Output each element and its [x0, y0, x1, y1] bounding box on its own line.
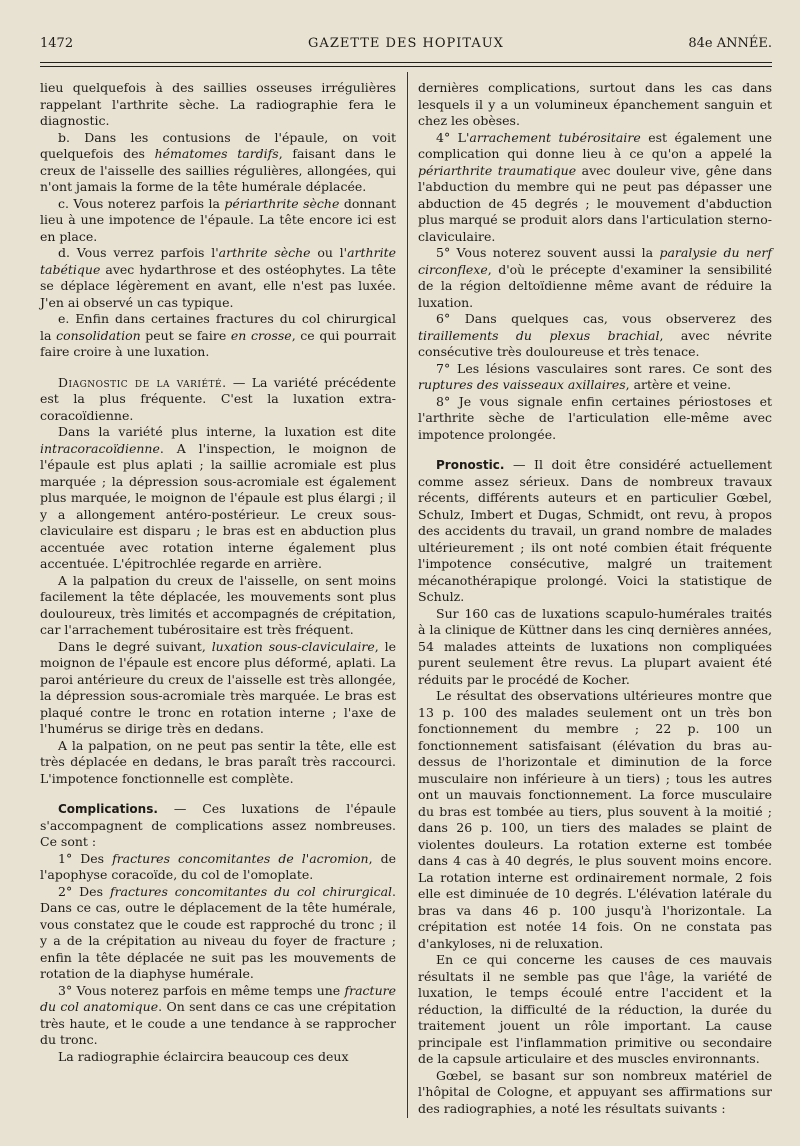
- text-run: A la palpation, on ne peut pas sentir la tête, elle est très déplacée en dedans, le bras paraît très raccourci. L'impotence fonctionnelle est complète.: [40, 737, 396, 786]
- italic-term: consolidation: [56, 327, 141, 343]
- text-run: , le moignon de l'épaule est encore plus déformé, aplati. La paroi antérieure du creux de l'aisselle est très allongée, la dépression sous-acromiale très marquée. Le bras est plaqué contre le tronc en rotation interne ; l'axe de l'humérus se dirige très en dedans.: [40, 638, 396, 736]
- paragraph: [40, 424, 396, 573]
- paragraph: [40, 311, 396, 361]
- text-run: Dans le degré suivant,: [58, 638, 212, 654]
- paragraph: [418, 130, 772, 246]
- page-header: [40, 36, 772, 60]
- text-run: avec douleur vive, gêne dans l'abduction du membre qui ne peut pas dépasser une abduction de 45 degrés ; le mouvement d'abduction plus marqué se produit alors dans l'articulation sterno-claviculaire.: [418, 162, 772, 244]
- italic-term: fracture du col anatomique: [40, 982, 396, 1014]
- paragraph: [418, 1068, 772, 1118]
- page-number: 1472: [40, 36, 74, 51]
- text-run: — Ces luxations de l'épaule s'accompagnent de complications assez nombreuses. Ce sont :: [40, 801, 396, 849]
- italic-term: fractures concomitantes du col chirurgical: [109, 883, 393, 899]
- text-run: 1° Des: [58, 850, 113, 866]
- italic-term: fractures concomitantes de l'acromion: [112, 850, 369, 866]
- year-label: 84e ANNÉE.: [688, 36, 772, 51]
- text-run: 8° Je vous signale enfin certaines périostoses et l'arthrite sèche de l'articulation elle-même avec impotence prolongée.: [418, 393, 772, 442]
- italic-term: intracoracoïdienne: [40, 440, 160, 456]
- italic-term: périarthrite traumatique: [418, 162, 577, 178]
- paragraph: [40, 801, 396, 851]
- text-run: est également une complication qui donne lieu à ce qu'on a appelé la: [418, 129, 773, 161]
- section-heading: Diagnostic de la variété.: [58, 374, 227, 390]
- paragraph: [40, 738, 396, 788]
- text-run: peut se faire: [140, 327, 231, 343]
- paragraph: [40, 1049, 396, 1066]
- italic-term: en crosse: [230, 327, 292, 343]
- header-rule: [40, 62, 772, 63]
- italic-term: périarthrite sèche: [224, 195, 340, 211]
- paragraph: [40, 851, 396, 884]
- text-run: . On sent dans ce cas une crépitation très haute, et le coude a une tendance à se rapprocher du tronc.: [40, 999, 396, 1047]
- text-run: A la palpation du creux de l'aisselle, on sent moins facilement la tête déplacée, les mouvements sont plus douloureux, très limités et accompagnés de crépitation, car l'arrachement tubérositaire est très fréquent.: [40, 572, 396, 637]
- text-run: — Il doit être considéré actuellement comme assez sérieux. Dans de nombreux travaux récents, différents auteurs et en particulier Gœbel, Schulz, Imbert et Dugas, Schmidt, ont revu, à propos des accidents du travail, un grand nombre de malades ultérieurement ; ils ont noté combien était fréquente l'impotence consécutive, malgré un traitement mécanothérapique prolongé. Voici la statistique de Schulz.: [418, 457, 772, 604]
- text-run: — La variété précédente est la plus fréquente. C'est la luxation extra-coracoïdienne.: [40, 374, 396, 423]
- text-run: En ce qui concerne les causes de ces mauvais résultats il ne semble pas que l'âge, la variété de luxation, le temps écoulé entre l'accident et la réduction, la difficulté de la réduction, la durée du traitement jouent un rôle important. La cause principale est l'inflammation primitive ou secondaire de la capsule articulaire et des muscles environnants.: [418, 952, 772, 1066]
- italic-term: arrachement tubérositaire: [469, 129, 641, 145]
- paragraph: [418, 361, 772, 394]
- paragraph: [40, 573, 396, 639]
- italic-term: arthrite tabétique: [40, 245, 396, 277]
- paragraph: [418, 311, 772, 361]
- text-run: dernières complications, surtout dans les cas dans lesquels il y a un volumineux épanchement sanguin et chez les obèses.: [418, 80, 772, 128]
- paragraph: [40, 196, 396, 246]
- text-run: b. Dans les contusions de l'épaule, on voit quelquefois des: [40, 129, 396, 161]
- text-run: . A l'inspection, le moignon de l'épaule est plus aplati ; la saillie acromiale est plus marquée ; la dépression sous-acromiale est également plus marquée, le moignon de l'épaule est plus élargi ; il y a allongement antéro-postérieur. Le creux sous-claviculaire est disparu ; le bras est en abduction plus accentuée avec rotation interne également plus accentuée. L'épitrochlée regarde en arrière.: [40, 440, 396, 571]
- column-divider: [407, 72, 408, 1118]
- paragraph: [40, 983, 396, 1049]
- journal-title: GAZETTE DES HOPITAUX: [308, 36, 504, 51]
- text-run: La radiographie éclaircira beaucoup ces deux: [58, 1048, 349, 1064]
- text-run: 2° Des: [58, 883, 110, 899]
- paragraph: [40, 884, 396, 983]
- text-run: Dans la variété plus interne, la luxation est dite: [58, 424, 396, 439]
- text-run: , avec névrite consécutive très douloureuse et très tenace.: [418, 327, 772, 359]
- italic-term: arthrite sèche: [218, 245, 311, 260]
- paragraph: [418, 394, 772, 444]
- text-run: Sur 160 cas de luxations scapulo-humérales traités à la clinique de Küttner dans les cinq dernières années, 54 malades atteints de luxations non compliquées purent seulement être revus. La plupart avaient été réduits par le procédé de Kocher.: [418, 605, 772, 687]
- italic-term: hématomes tardifs: [154, 146, 279, 161]
- text-run: lieu quelquefois à des saillies osseuses irrégulières rappelant l'arthrite sèche. La radiographie fera le diagnostic.: [40, 80, 396, 128]
- italic-term: ruptures des vaisseaux axillaires: [418, 377, 626, 392]
- text-run: 5° Vous noterez souvent aussi la: [436, 245, 660, 260]
- italic-term: tiraillements du plexus brachial: [418, 327, 660, 343]
- text-run: . Dans ce cas, outre le déplacement de la tête humérale, vous constatez que le coude est rapproché du tronc ; il y a de la crépitation au niveau du foyer de fracture ; enfin la tête déplacée ne suit pas les mouvements de rotation de la diaphyse humérale.: [40, 883, 397, 981]
- section-heading: Pronostic.: [436, 458, 505, 472]
- text-run: , faisant dans le creux de l'aisselle des saillies régulières, allongées, qui n'ont jamais la forme de la tête humérale déplacée.: [40, 146, 396, 194]
- text-run: donnant lieu à une impotence de l'épaule. La tête encore ici est en place.: [40, 195, 396, 244]
- text-run: avec hydarthrose et des ostéophytes. La tête se déplace légèrement en avant, elle n'est pas luxée. J'en ai observé un cas typique.: [40, 261, 396, 310]
- paragraph: [418, 952, 772, 1068]
- text-run: d. Vous verrez parfois l': [58, 245, 219, 260]
- text-run: , artère et veine.: [625, 377, 732, 392]
- italic-term: luxation sous-claviculaire: [211, 638, 375, 654]
- text-run: ou l': [310, 245, 348, 260]
- section-heading: Complications.: [58, 802, 158, 816]
- paragraph: [418, 457, 772, 606]
- text-run: 3° Vous noterez parfois en même temps une: [58, 982, 345, 998]
- paragraph: [418, 80, 772, 130]
- text-run: , ce qui pourrait faire croire à une luxation.: [40, 327, 396, 359]
- right-column: [418, 80, 772, 1117]
- paragraph: [40, 639, 396, 738]
- text-run: 6° Dans quelques cas, vous observerez des: [436, 311, 772, 326]
- paragraph: [418, 688, 772, 952]
- text-run: 4° L': [436, 129, 470, 145]
- text-run: e. Enfin dans certaines fractures du col chirurgical la: [40, 311, 396, 343]
- paragraph: [40, 80, 396, 130]
- paragraph: [40, 375, 396, 425]
- paragraph: [418, 606, 772, 689]
- paragraph: [40, 245, 396, 311]
- text-run: Gœbel, se basant sur son nombreux matériel de l'hôpital de Cologne, et appuyant ses affirmations sur des radiographies, a noté les résultats suivants :: [418, 1067, 772, 1116]
- text-run: 7° Les lésions vasculaires sont rares. Ce sont des: [436, 360, 772, 376]
- italic-term: paralysie du nerf circonflexe: [418, 245, 772, 277]
- text-run: , d'où le précepte d'examiner la sensibilité de la région deltoïdienne même avant de réduire la luxation.: [418, 261, 772, 310]
- header-rule-double: [40, 66, 772, 67]
- paragraph: [418, 245, 772, 311]
- left-column: [40, 80, 396, 1065]
- text-run: , de l'apophyse coracoïde, du col de l'omoplate.: [40, 850, 396, 882]
- text-run: Le résultat des observations ultérieures montre que 13 p. 100 des malades seulement ont un très bon fonctionnement du membre ; 22 p. 100 un fonctionnement satisfaisant (élévation du bras au-dessus de l'horizontale et diminution de la force musculaire non inférieure à un tiers) ; tous les autres ont un mauvais fonctionnement. La force musculaire du bras est tombée au tiers, plus souvent à la moitié ; dans 26 p. 100, un tiers des malades se plaint de violentes douleurs. La rotation externe est tombée dans 4 cas à 40 degrés, le plus souvent moins encore. La rotation interne est ordinairement normale, 2 fois elle est diminuée de 10 degrés. L'élévation latérale du bras va dans 46 p. 100 jusqu'à l'horizontale. La crépitation est notée 14 fois. On ne constata pas d'ankyloses, ni de reluxation.: [418, 688, 772, 951]
- paragraph: [40, 130, 396, 196]
- text-run: c. Vous noterez parfois la: [58, 195, 225, 211]
